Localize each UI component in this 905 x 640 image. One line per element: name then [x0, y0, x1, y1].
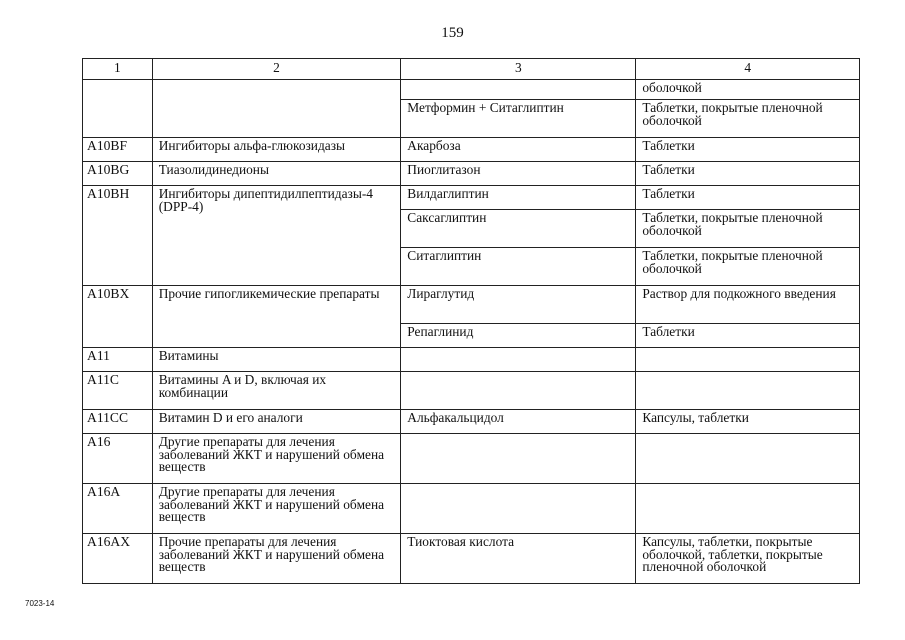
atc-code-cell: A10BG: [83, 162, 153, 186]
group-name-cell: Ингибиторы альфа-глюкозидазы: [152, 138, 401, 162]
drug-name-cell: [401, 434, 636, 484]
drug-name-cell: [401, 348, 636, 372]
table-row: [83, 372, 860, 410]
atc-code-cell: A11C: [83, 372, 153, 410]
dosage-form-cell: Капсулы, таблетки, покрытые оболочкой, таблетки, покрытые пленочной оболочкой: [636, 534, 860, 584]
column-header-2: 2: [152, 59, 401, 80]
group-name-cell: [152, 80, 401, 138]
table-row: [83, 484, 860, 534]
dosage-form-cell: [636, 372, 860, 410]
drug-name-cell: Лираглутид: [401, 286, 636, 324]
dosage-form-cell: Раствор для подкожного введения: [636, 286, 860, 324]
dosage-form-cell: Таблетки: [636, 186, 860, 210]
drug-name-cell: Акарбоза: [401, 138, 636, 162]
drug-name-cell: Репаглинид: [401, 324, 636, 348]
header-row: [83, 59, 860, 80]
document-code: 7023-14: [25, 599, 55, 608]
dosage-form-cell: [636, 434, 860, 484]
drug-table: [82, 58, 860, 584]
atc-code-cell: A10BF: [83, 138, 153, 162]
atc-code-cell: A10BX: [83, 286, 153, 348]
group-name-cell: Ингибиторы дипептидилпептидазы-4 (DPP-4): [152, 186, 401, 286]
column-header-4: 4: [636, 59, 860, 80]
drug-name-cell: Тиоктовая кислота: [401, 534, 636, 584]
dosage-form-cell: Таблетки: [636, 138, 860, 162]
dosage-form-cell: Таблетки, покрытые пленочной оболочкой: [636, 210, 860, 248]
table-row: [83, 348, 860, 372]
drug-name-cell: Вилдаглиптин: [401, 186, 636, 210]
dosage-form-cell: [636, 348, 860, 372]
atc-code-cell: A16: [83, 434, 153, 484]
drug-name-cell: Пиоглитазон: [401, 162, 636, 186]
drug-name-cell: [401, 484, 636, 534]
page-number: 159: [441, 25, 464, 41]
drug-name-cell: Саксаглиптин: [401, 210, 636, 248]
atc-code-cell: [83, 80, 153, 138]
atc-code-cell: A16AX: [83, 534, 153, 584]
table-row: [83, 80, 860, 100]
group-name-cell: Витамины: [152, 348, 401, 372]
group-name-cell: Витамин D и его аналоги: [152, 410, 401, 434]
group-name-cell: Тиазолидинедионы: [152, 162, 401, 186]
group-name-cell: Другие препараты для лечения заболеваний ЖКТ и нарушений обмена веществ: [152, 484, 401, 534]
drug-name-cell: Ситаглиптин: [401, 248, 636, 286]
dosage-form-cell: Таблетки: [636, 324, 860, 348]
table-row: [83, 162, 860, 186]
group-name-cell: Прочие гипогликемические препараты: [152, 286, 401, 348]
dosage-form-cell: [636, 484, 860, 534]
table-row: [83, 286, 860, 324]
drug-name-cell: [401, 80, 636, 100]
dosage-form-cell: Таблетки, покрытые пленочной оболочкой: [636, 248, 860, 286]
atc-code-cell: A11CC: [83, 410, 153, 434]
table-row: [83, 186, 860, 210]
group-name-cell: Прочие препараты для лечения заболеваний ЖКТ и нарушений обмена веществ: [152, 534, 401, 584]
table-row: [83, 410, 860, 434]
dosage-form-cell: Таблетки: [636, 162, 860, 186]
column-header-3: 3: [401, 59, 636, 80]
atc-code-cell: A16A: [83, 484, 153, 534]
atc-code-cell: A10BH: [83, 186, 153, 286]
group-name-cell: Витамины A и D, включая их комбинации: [152, 372, 401, 410]
table-row: [83, 434, 860, 484]
dosage-form-cell: Капсулы, таблетки: [636, 410, 860, 434]
atc-code-cell: A11: [83, 348, 153, 372]
group-name-cell: Другие препараты для лечения заболеваний ЖКТ и нарушений обмена веществ: [152, 434, 401, 484]
drug-name-cell: [401, 372, 636, 410]
table-row: [83, 534, 860, 584]
dosage-form-cell: Таблетки, покрытые пленочной оболочкой: [636, 100, 860, 138]
drug-name-cell: Метформин + Ситаглиптин: [401, 100, 636, 138]
table-row: [83, 138, 860, 162]
drug-name-cell: Альфакальцидол: [401, 410, 636, 434]
dosage-form-cell: оболочкой: [636, 80, 860, 100]
column-header-1: 1: [83, 59, 153, 80]
